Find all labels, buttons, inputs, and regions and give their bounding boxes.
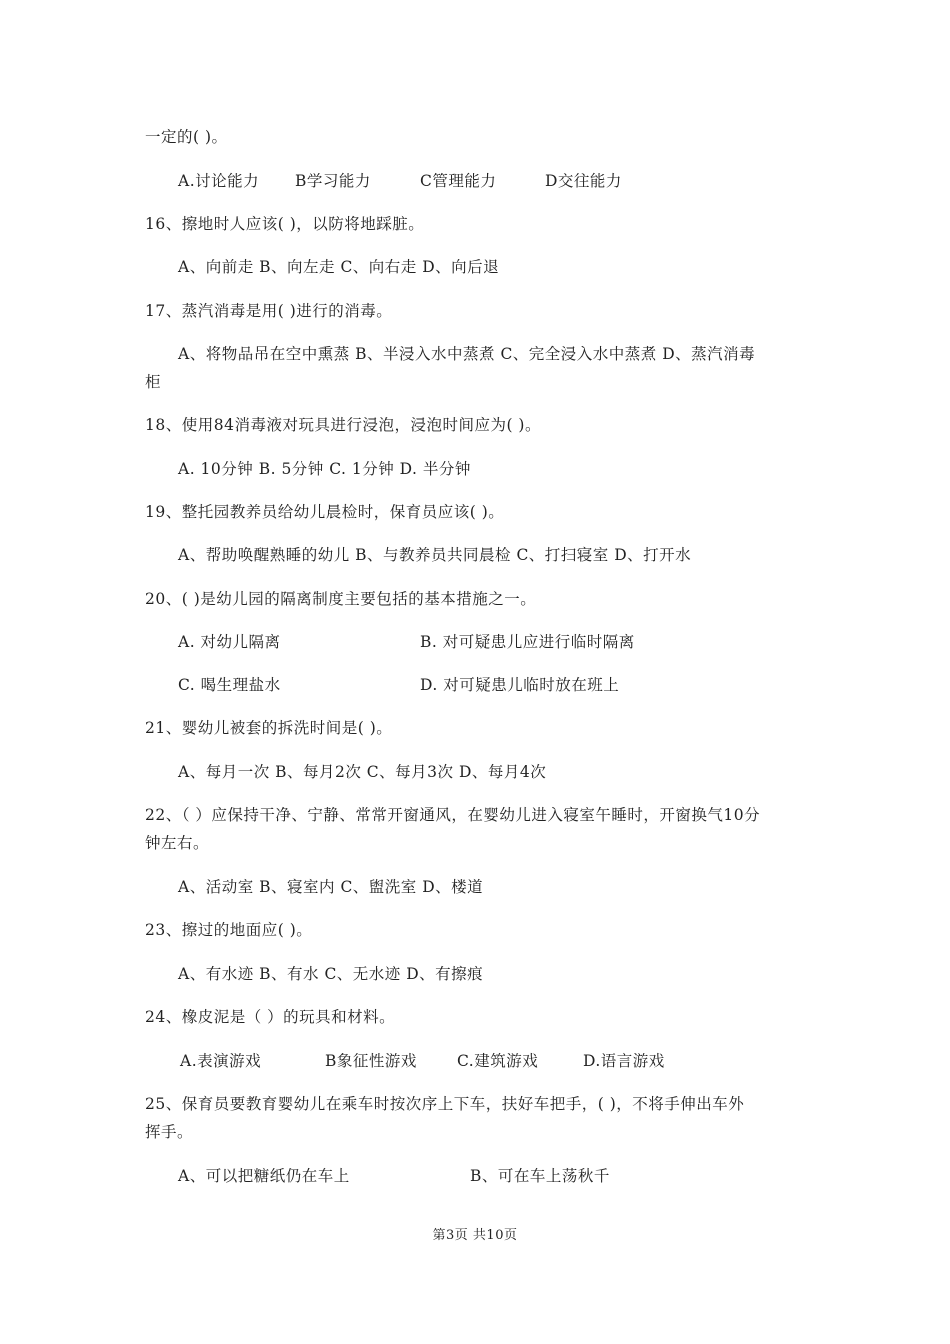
q20-option-d: D. 对可疑患儿临时放在班上 [420, 676, 620, 694]
question-25-stem: 25、保育员要教育婴幼儿在乘车时按次序上下车，扶好车把手，( )，不将手伸出车外 [145, 1095, 745, 1113]
q24-option-c: C.建筑游戏 [457, 1052, 539, 1070]
question-23-stem: 23、擦过的地面应( )。 [145, 921, 313, 939]
q20-option-a: A. 对幼儿隔离 [178, 633, 281, 651]
question-17-stem: 17、蒸汽消毒是用( )进行的消毒。 [145, 302, 393, 320]
page-footer: 第3页 共10页 [432, 1228, 518, 1243]
question-22-options: A、活动室 B、寝室内 C、盥洗室 D、楼道 [178, 878, 484, 896]
q15-option-a: A.讨论能力 [178, 172, 260, 190]
q25-option-b: B、可在车上荡秋千 [470, 1167, 610, 1185]
q20-option-b: B. 对可疑患儿应进行临时隔离 [420, 633, 635, 651]
q24-option-b: B象征性游戏 [325, 1052, 417, 1070]
question-23-options: A、有水迹 B、有水 C、无水迹 D、有擦痕 [178, 965, 484, 983]
question-19-stem: 19、整托园教养员给幼儿晨检时，保育员应该( )。 [145, 503, 505, 521]
question-22-stem-continuation: 钟左右。 [145, 834, 210, 852]
question-20-options-row-1 [0, 632, 950, 652]
question-15-options [0, 171, 950, 191]
question-16-stem: 16、擦地时人应该( )，以防将地踩脏。 [145, 215, 425, 233]
question-25-options [0, 1166, 950, 1186]
q24-option-a: A.表演游戏 [180, 1052, 262, 1070]
question-20-stem: 20、( )是幼儿园的隔离制度主要包括的基本措施之一。 [145, 590, 537, 608]
question-24-options [0, 1051, 950, 1071]
question-15-continuation: 一定的( )。 [145, 128, 228, 146]
question-17-options-continuation: 柜 [145, 373, 162, 391]
question-21-stem: 21、婴幼儿被套的拆洗时间是( )。 [145, 719, 393, 737]
q25-option-a: A、可以把糖纸仍在车上 [178, 1167, 350, 1185]
question-17-options: A、将物品吊在空中熏蒸 B、半浸入水中蒸煮 C、完全浸入水中蒸煮 D、蒸汽消毒 [178, 345, 756, 363]
q24-option-d: D.语言游戏 [583, 1052, 665, 1070]
question-18-options: A. 10分钟 B. 5分钟 C. 1分钟 D. 半分钟 [178, 460, 471, 478]
q15-option-b: B学习能力 [295, 172, 371, 190]
q20-option-c: C. 喝生理盐水 [178, 676, 281, 694]
question-16-options: A、向前走 B、向左走 C、向右走 D、向后退 [178, 258, 500, 276]
question-22-stem: 22、（ ）应保持干净、宁静、常常开窗通风，在婴幼儿进入寝室午睡时，开窗换气10分 [145, 806, 761, 824]
question-19-options: A、帮助唤醒熟睡的幼儿 B、与教养员共同晨检 C、打扫寝室 D、打开水 [178, 546, 692, 564]
q15-option-c: C管理能力 [420, 172, 497, 190]
question-24-stem: 24、橡皮泥是（ ）的玩具和材料。 [145, 1008, 396, 1026]
question-18-stem: 18、使用84消毒液对玩具进行浸泡，浸泡时间应为( )。 [145, 416, 541, 434]
q15-option-d: D交往能力 [545, 172, 622, 190]
question-20-options-row-2 [0, 675, 950, 695]
question-21-options: A、每月一次 B、每月2次 C、每月3次 D、每月4次 [178, 763, 547, 781]
question-25-stem-continuation: 挥手。 [145, 1123, 194, 1141]
